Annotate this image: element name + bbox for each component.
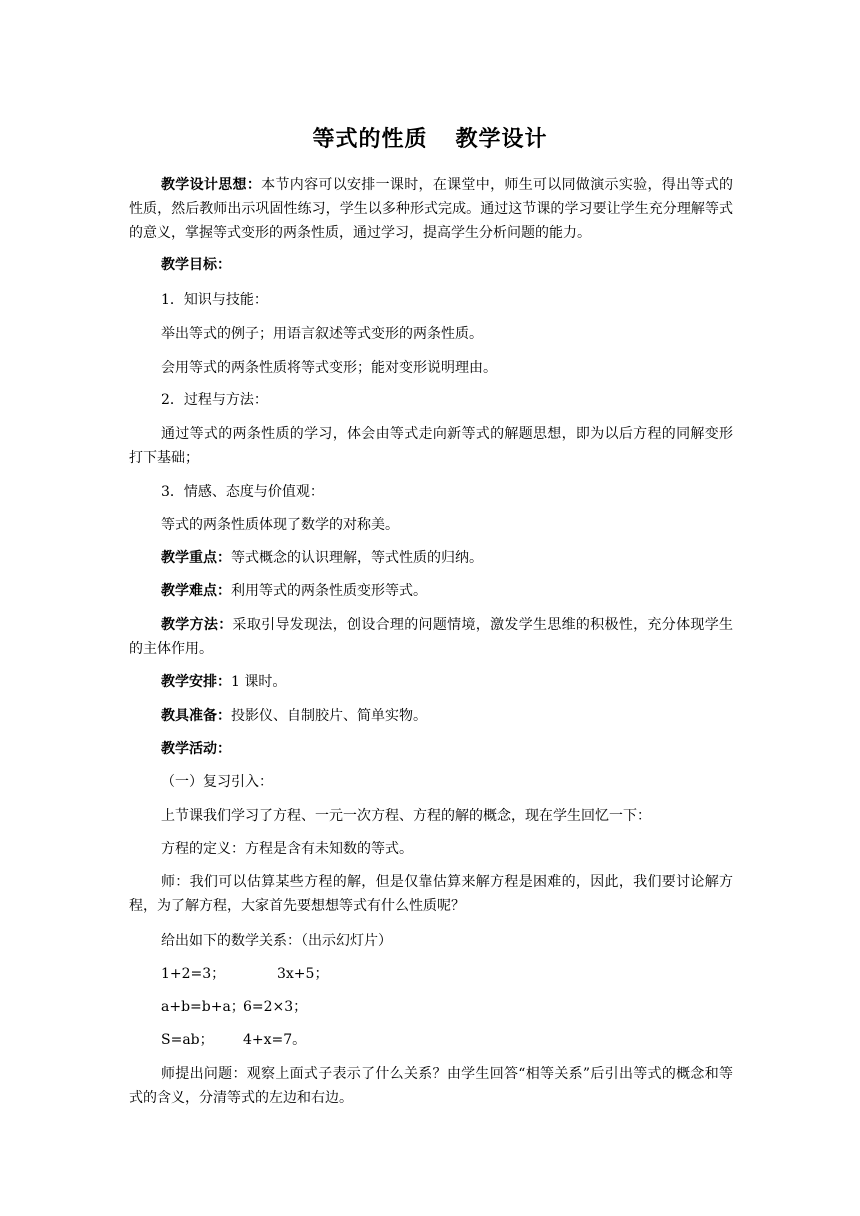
relation-row [161, 963, 561, 983]
method-text: 采取引导发现法，创设合理的问题情境，激发学生思维的积极性，充分体现学生的主体作用。 [129, 617, 734, 657]
relation-row [161, 1029, 561, 1049]
goal1-title: 1．知识与技能： [161, 292, 268, 308]
arrangement-paragraph [129, 670, 733, 694]
title-main: 等式的性质 [312, 127, 428, 152]
tools-label: 教具准备： [161, 708, 231, 724]
difficulty-label: 教学难点： [161, 583, 231, 599]
relation-expression: a+b=b+a； [161, 999, 245, 1015]
relation-expression: 4+x=7。 [243, 1032, 307, 1048]
relation-row [161, 996, 561, 1016]
method-paragraph [129, 613, 733, 661]
design-idea-text: 本节内容可以安排一课时，在课堂中，师生可以同做演示实验，得出等式的性质，然后教师出示巩固性练习，学生以多种形式完成。通过这节课的学习要让学生充分理解等式的意义，掌握等式变形的两条性质，通过学习，提高学生分析问题的能力。 [129, 177, 734, 241]
difficulty-text: 利用等式的两条性质变形等式。 [231, 583, 427, 599]
section1-review: 上节课我们学习了方程、一元一次方程、方程的解的概念，现在学生回忆一下： [161, 808, 651, 824]
goal2-text: 通过等式的两条性质的学习，体会由等式走向新等式的解题思想，即为以后方程的同解变形打下基础； [129, 426, 733, 466]
section1-title: （一）复习引入： [161, 774, 273, 790]
key-point-paragraph [129, 546, 733, 570]
method-label: 教学方法： [161, 617, 233, 633]
question-paragraph: 师提出问题：观察上面式子表示了什么关系？由学生回答“相等关系”后引出等式的概念和等式的含义，分清等式的左边和右边。 [129, 1066, 733, 1106]
relation-expression: 3x+5； [277, 966, 329, 982]
teacher-question: 师：我们可以估算某些方程的解，但是仅靠估算来解方程是困难的，因此，我们要讨论解方程，为了解方程，大家首先要想想等式有什么性质呢？ [129, 874, 733, 914]
difficulty-paragraph [129, 579, 733, 603]
goal2-title: 2．过程与方法： [161, 392, 268, 408]
arrangement-text: 1 课时。 [231, 674, 287, 690]
show-relations: 给出如下的数学关系：（出示幻灯片） [161, 933, 392, 949]
goal1-line1: 举出等式的例子；用语言叙述等式变形的两条性质。 [161, 326, 483, 342]
relation-expression: 1+2=3； [161, 966, 226, 982]
key-point-label: 教学重点： [161, 550, 231, 566]
equation-definition: 方程的定义：方程是含有未知数的等式。 [161, 841, 413, 857]
tools-paragraph [129, 704, 733, 728]
goal3-text: 等式的两条性质体现了数学的对称美。 [161, 517, 399, 533]
arrangement-label: 教学安排： [161, 674, 231, 690]
relation-expression: S=ab； [161, 1032, 214, 1048]
goal1-line2: 会用等式的两条性质将等式变形；能对变形说明理由。 [161, 360, 497, 376]
relation-expression: 6=2×3； [243, 999, 308, 1015]
title-sub: 教学设计 [455, 127, 548, 152]
activities-heading: 教学活动： [161, 741, 231, 757]
goal3-title: 3．情感、态度与价值观： [161, 484, 324, 500]
design-idea-label: 教学设计思想： [161, 177, 262, 193]
page-title [0, 122, 860, 153]
design-idea-paragraph [129, 173, 733, 245]
tools-text: 投影仪、自制胶片、简单实物。 [231, 708, 427, 724]
goals-heading: 教学目标： [161, 257, 231, 273]
key-point-text: 等式概念的认识理解，等式性质的归纳。 [231, 550, 483, 566]
